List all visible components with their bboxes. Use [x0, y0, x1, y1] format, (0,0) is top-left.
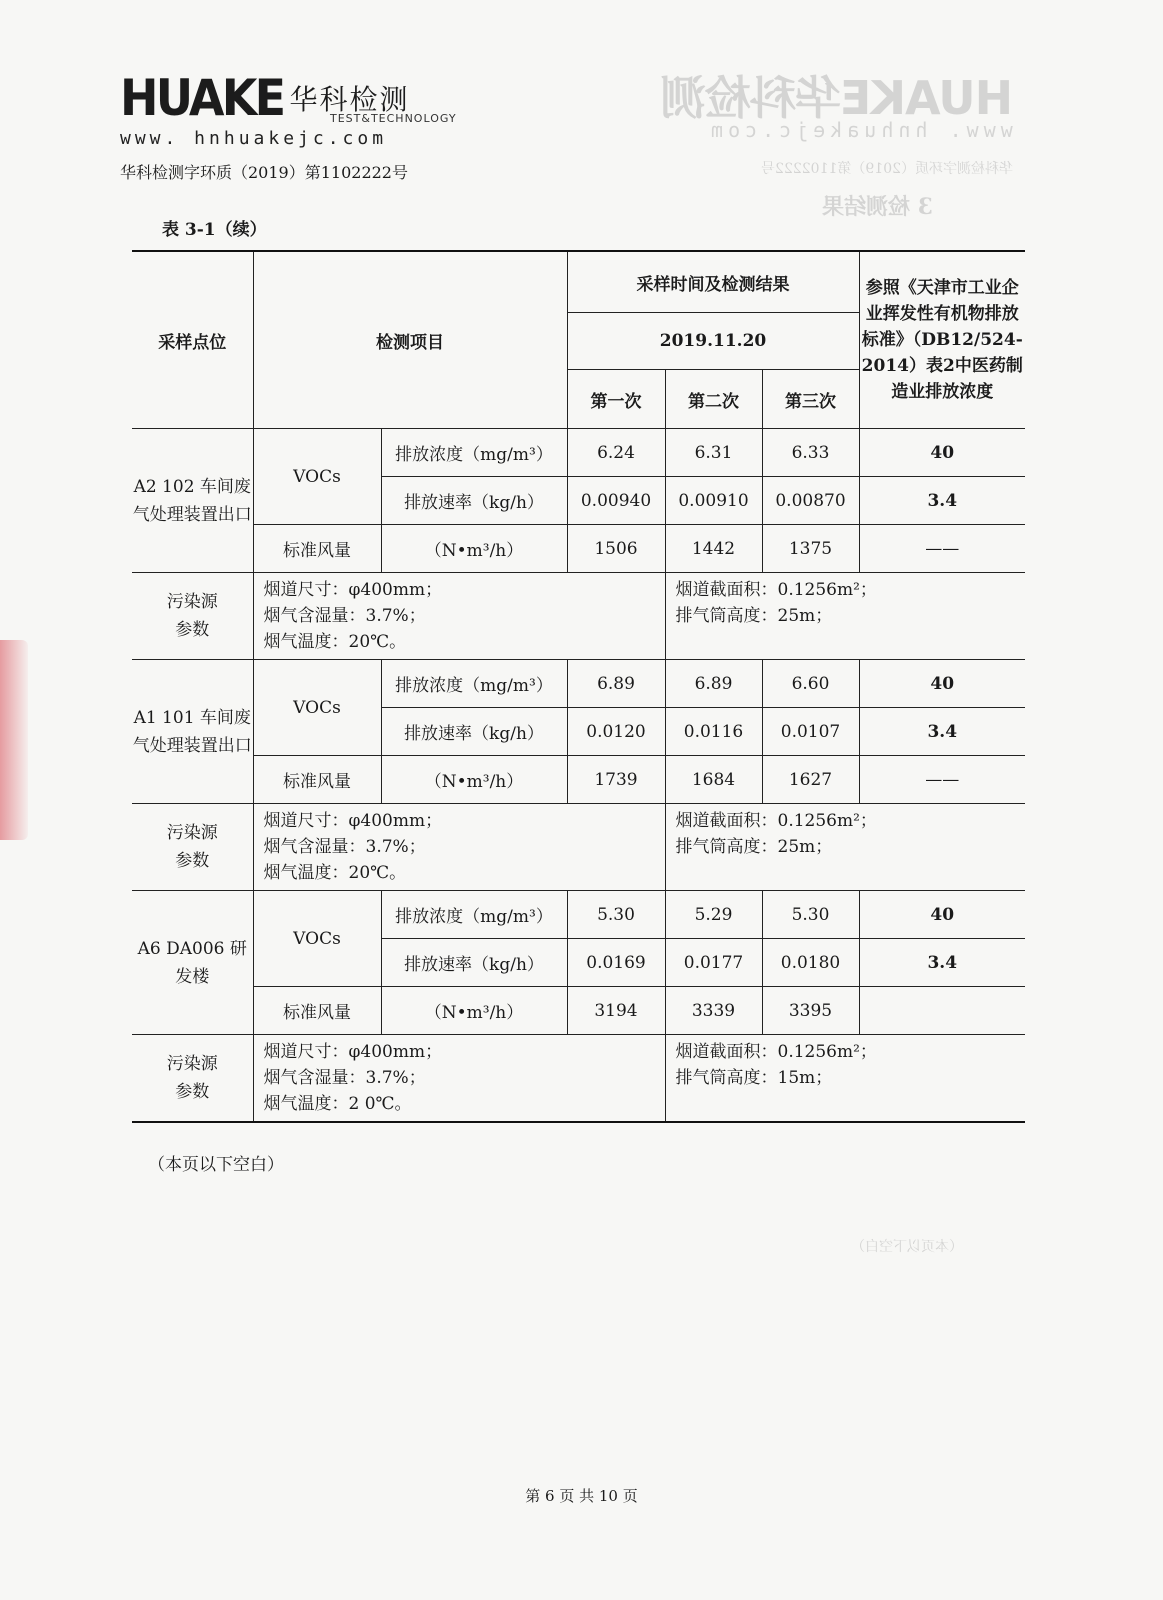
value-cell: 0.0177: [665, 939, 762, 987]
limit-cell: 3.4: [859, 708, 1025, 756]
param-section-area: 烟道截面积：0.1256m²；: [675, 1042, 877, 1062]
item-label: 排放浓度（mg/m³）: [381, 660, 567, 708]
unit-label: （N•m³/h）: [381, 525, 567, 573]
params-row: [132, 1035, 1025, 1123]
value-cell: 0.0120: [567, 708, 665, 756]
params-left: [253, 804, 665, 891]
param-duct-size: 烟道尺寸：φ400mm；: [263, 811, 443, 831]
col-group-header: 采样时间及检测结果: [567, 251, 859, 313]
limit-cell: 40: [859, 660, 1025, 708]
param-humidity: 烟气含湿量：3.7%；: [263, 1068, 426, 1088]
value-cell: 6.31: [665, 429, 762, 477]
params-row: [132, 573, 1025, 660]
blank-note: （本页以下空白）: [148, 1155, 284, 1175]
value-cell: 5.29: [665, 891, 762, 939]
item-label: 标准风量: [253, 756, 381, 804]
col-date-header: 2019.11.20: [567, 313, 859, 370]
logo-subtitle: TEST&TECHNOLOGY: [330, 112, 457, 125]
value-cell: 0.00870: [762, 477, 859, 525]
limit-cell: ——: [859, 525, 1025, 573]
value-cell: 0.00940: [567, 477, 665, 525]
params-right: [665, 804, 1025, 891]
limit-cell: 3.4: [859, 477, 1025, 525]
unit-label: （N•m³/h）: [381, 756, 567, 804]
col-second-header: 第二次: [665, 370, 762, 429]
param-humidity: 烟气含湿量：3.7%；: [263, 837, 426, 857]
table-row: [132, 756, 1025, 804]
value-cell: 5.30: [567, 891, 665, 939]
bleed-through-url: www. hnhuakejc.com: [706, 118, 1013, 142]
company-website: www. hnhuakejc.com: [120, 128, 388, 149]
value-cell: 3339: [665, 987, 762, 1035]
limit-cell: 3.4: [859, 939, 1025, 987]
value-cell: 0.0116: [665, 708, 762, 756]
bleed-through-blank-note: （本页以下空白）: [851, 1239, 963, 1255]
item-label: 排放浓度（mg/m³）: [381, 891, 567, 939]
param-humidity: 烟气含湿量：3.7%；: [263, 606, 426, 626]
col-third-header: 第三次: [762, 370, 859, 429]
param-stack-height: 排气筒高度：25m；: [675, 837, 833, 857]
col-item-header: 检测项目: [253, 251, 567, 429]
params-row: [132, 804, 1025, 891]
pollutant-label: VOCs: [253, 660, 381, 756]
pollutant-label: VOCs: [253, 891, 381, 987]
value-cell: 0.0107: [762, 708, 859, 756]
pollutant-label: VOCs: [253, 429, 381, 525]
param-temperature: 烟气温度：20℃。: [263, 863, 407, 883]
results-table: [132, 250, 1025, 1123]
item-label: 标准风量: [253, 525, 381, 573]
params-label: 污染源参数: [132, 573, 253, 660]
logo-chinese-text: 华科检测: [289, 83, 410, 116]
value-cell: 3194: [567, 987, 665, 1035]
table-row: [132, 429, 1025, 477]
value-cell: 6.24: [567, 429, 665, 477]
report-number: 华科检测字环质（2019）第1102222号: [120, 163, 408, 182]
table-row: [132, 525, 1025, 573]
param-duct-size: 烟道尺寸：φ400mm；: [263, 580, 443, 600]
params-left: [253, 1035, 665, 1123]
params-right: [665, 573, 1025, 660]
red-seal-edge: [0, 640, 28, 840]
value-cell: 1506: [567, 525, 665, 573]
param-temperature: 烟气温度：2 0℃。: [263, 1094, 412, 1114]
table-row: [132, 891, 1025, 939]
header-row: [132, 251, 1025, 313]
param-stack-height: 排气筒高度：15m；: [675, 1068, 833, 1088]
value-cell: 1442: [665, 525, 762, 573]
site-name: A6 DA006 研发楼: [132, 891, 253, 1035]
params-left: [253, 573, 665, 660]
value-cell: 1684: [665, 756, 762, 804]
value-cell: 1627: [762, 756, 859, 804]
page-footer: 第 6 页 共 10 页: [525, 1487, 638, 1505]
value-cell: 6.89: [665, 660, 762, 708]
site-name: A2 102 车间废气处理装置出口: [132, 429, 253, 573]
limit-cell: ——: [859, 756, 1025, 804]
value-cell: 5.30: [762, 891, 859, 939]
value-cell: 0.00910: [665, 477, 762, 525]
param-stack-height: 排气筒高度：25m；: [675, 606, 833, 626]
logo-latin-text: HUAKE: [120, 69, 284, 127]
value-cell: 6.60: [762, 660, 859, 708]
value-cell: 6.89: [567, 660, 665, 708]
value-cell: 1739: [567, 756, 665, 804]
table-title: 表 3-1（续）: [162, 220, 267, 240]
bleed-through-report-no: 华科检测字环质（2019）第1102222号: [761, 161, 1013, 177]
company-logo: [120, 69, 457, 149]
limit-cell: 40: [859, 891, 1025, 939]
item-label: 排放浓度（mg/m³）: [381, 429, 567, 477]
value-cell: 1375: [762, 525, 859, 573]
value-cell: 0.0180: [762, 939, 859, 987]
limit-cell: 40: [859, 429, 1025, 477]
param-duct-size: 烟道尺寸：φ400mm；: [263, 1042, 443, 1062]
item-label: 排放速率（kg/h）: [381, 939, 567, 987]
value-cell: 0.0169: [567, 939, 665, 987]
table-row: [132, 660, 1025, 708]
col-first-header: 第一次: [567, 370, 665, 429]
unit-label: （N•m³/h）: [381, 987, 567, 1035]
limit-cell: [859, 987, 1025, 1035]
item-label: 排放速率（kg/h）: [381, 477, 567, 525]
bleed-through-section: 3 检测结果: [822, 194, 933, 220]
param-section-area: 烟道截面积：0.1256m²；: [675, 580, 877, 600]
table-row: [132, 987, 1025, 1035]
params-label: 污染源参数: [132, 1035, 253, 1123]
value-cell: 3395: [762, 987, 859, 1035]
param-temperature: 烟气温度：20℃。: [263, 632, 407, 652]
site-name: A1 101 车间废气处理装置出口: [132, 660, 253, 804]
params-right: [665, 1035, 1025, 1123]
col-site-header: 采样点位: [132, 251, 253, 429]
item-label: 排放速率（kg/h）: [381, 708, 567, 756]
param-section-area: 烟道截面积：0.1256m²；: [675, 811, 877, 831]
value-cell: 6.33: [762, 429, 859, 477]
item-label: 标准风量: [253, 987, 381, 1035]
bleed-through-logo: HUAKE华科检测: [660, 71, 1013, 125]
params-label: 污染源参数: [132, 804, 253, 891]
col-reference-header: 参照《天津市工业企业挥发性有机物排放标准》（DB12/524-2014）表2中医药制造业排放浓度: [859, 251, 1025, 429]
